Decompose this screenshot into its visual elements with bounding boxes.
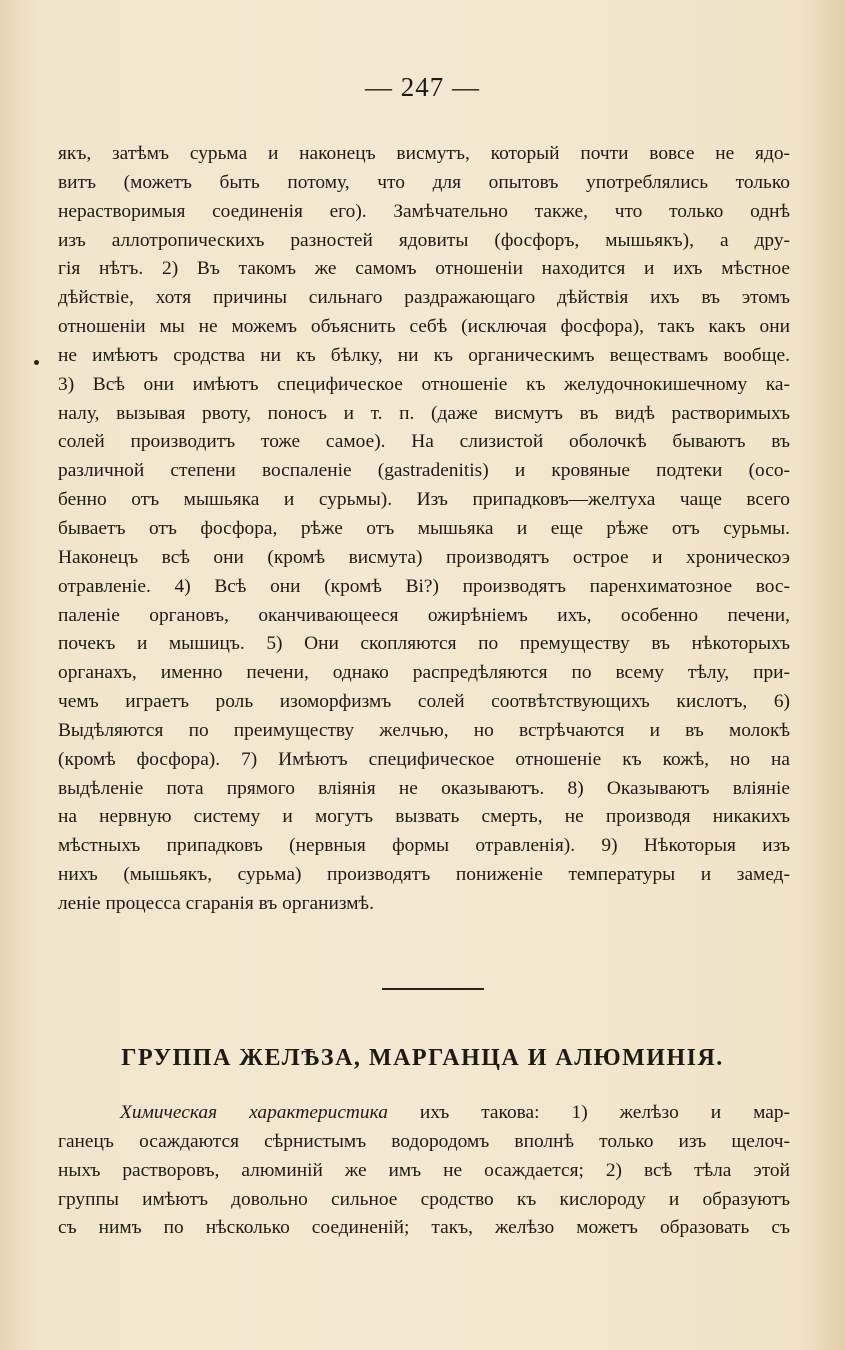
text-line: отношеніи мы не можемъ объяснить себѣ (исключая фосфора), такъ какъ они bbox=[58, 316, 790, 338]
text-line: органахъ, именно печени, однако распредѣляются по всему тѣлу, при- bbox=[58, 662, 790, 684]
text-line: леніе процесса сгаранія въ организмѣ. bbox=[58, 892, 374, 914]
page-number: — 247 — bbox=[365, 72, 480, 102]
text-line: паленіе органовъ, оканчивающееся ожирѣніемъ ихъ, особенно печени, bbox=[58, 604, 790, 626]
text-line: мѣстныхъ припадковъ (нервныя формы отравленія). 9) Нѣкоторыя изъ bbox=[58, 835, 790, 857]
paragraph-2 bbox=[58, 1099, 790, 1243]
italic-lead: Химическая характеристика bbox=[120, 1102, 388, 1123]
text-line: группы имѣютъ довольно сильное сродство къ кислороду и образуютъ bbox=[58, 1188, 790, 1210]
section-title: ГРУППА ЖЕЛѢЗА, МАРГАНЦА И АЛЮМИНІЯ. bbox=[121, 1045, 724, 1071]
text-line: нихъ (мышьякъ, сурьма) производятъ пониженіе температуры и замед- bbox=[58, 864, 790, 886]
text-line: ганецъ осаждаются сѣрнистымъ водородомъ вполнѣ только изъ щелоч- bbox=[58, 1130, 790, 1152]
paragraph-1 bbox=[58, 140, 790, 919]
text-line: съ нимъ по нѣсколько соединеній; такъ, желѣзо можетъ образовать съ bbox=[58, 1217, 790, 1239]
text-line: бенно отъ мышьяка и сурьмы). Изъ припадковъ—желтуха чаще всего bbox=[58, 489, 790, 511]
text-line bbox=[58, 1099, 790, 1128]
text-line: солей производитъ тоже самое). На слизистой оболочкѣ бываютъ въ bbox=[58, 431, 790, 453]
text-line: не имѣютъ сродства ни къ бѣлку, ни къ органическимъ веществамъ вообще. bbox=[58, 344, 790, 366]
text-line: ныхъ растворовъ, алюминій же имъ не осаждается; 2) всѣ тѣла этой bbox=[58, 1159, 790, 1181]
text-line: (кромѣ фосфора). 7) Имѣютъ специфическое отношеніе къ кожѣ, но на bbox=[58, 748, 790, 770]
text-run: ихъ такова: 1) желѣзо и мар- bbox=[387, 1102, 790, 1123]
text-line: отравленіе. 4) Всѣ они (кромѣ Bi?) производятъ паренхиматозное вос- bbox=[58, 575, 790, 597]
text-line: налу, вызывая рвоту, поносъ и т. п. (даже висмутъ въ видѣ растворимыхъ bbox=[58, 402, 790, 424]
text-line: Выдѣляются по преимуществу желчью, но встрѣчаются и въ молокѣ bbox=[58, 719, 790, 741]
text-line: выдѣленіе пота прямого вліянія не оказываютъ. 8) Оказываютъ вліяніе bbox=[58, 777, 790, 799]
text-line: 3) Всѣ они имѣютъ специфическое отношеніе къ желудочнокишечному ка- bbox=[58, 373, 790, 395]
section-divider bbox=[382, 988, 484, 990]
text-line: различной степени воспаленіе (gastradenitis) и кровяные подтеки (осо- bbox=[58, 460, 790, 482]
text-line: дѣйствіе, хотя причины сильнаго раздражающаго дѣйствія ихъ въ этомъ bbox=[58, 287, 790, 309]
text-line: гія нѣтъ. 2) Въ такомъ же самомъ отношеніи находится и ихъ мѣстное bbox=[58, 258, 790, 280]
text-line: якъ, затѣмъ сурьма и наконецъ висмутъ, который почти вовсе не ядо- bbox=[58, 143, 790, 164]
text-line: почекъ и мышицъ. 5) Они скопляются по премуществу въ нѣкоторыхъ bbox=[58, 633, 790, 655]
ink-speck bbox=[34, 360, 39, 365]
text-line: чемъ играетъ роль изоморфизмъ солей соотвѣтствующихъ кислотъ, 6) bbox=[58, 691, 790, 713]
text-line: бываетъ отъ фосфора, рѣже отъ мышьяка и еще рѣже отъ сурьмы. bbox=[58, 517, 790, 539]
text-line: витъ (можетъ быть потому, что для опытовъ употреблялись только bbox=[58, 171, 790, 193]
text-line: Наконецъ всѣ они (кромѣ висмута) производятъ острое и хроническоэ bbox=[58, 546, 790, 568]
text-line: нерастворимыя соединенія его). Замѣчательно также, что только однѣ bbox=[58, 200, 790, 222]
text-line: на нервную систему и могутъ вызвать смерть, не производя никакихъ bbox=[58, 806, 790, 828]
text-line: изъ аллотропическихъ разностей ядовиты (фосфоръ, мышьякъ), а дру- bbox=[58, 229, 790, 251]
